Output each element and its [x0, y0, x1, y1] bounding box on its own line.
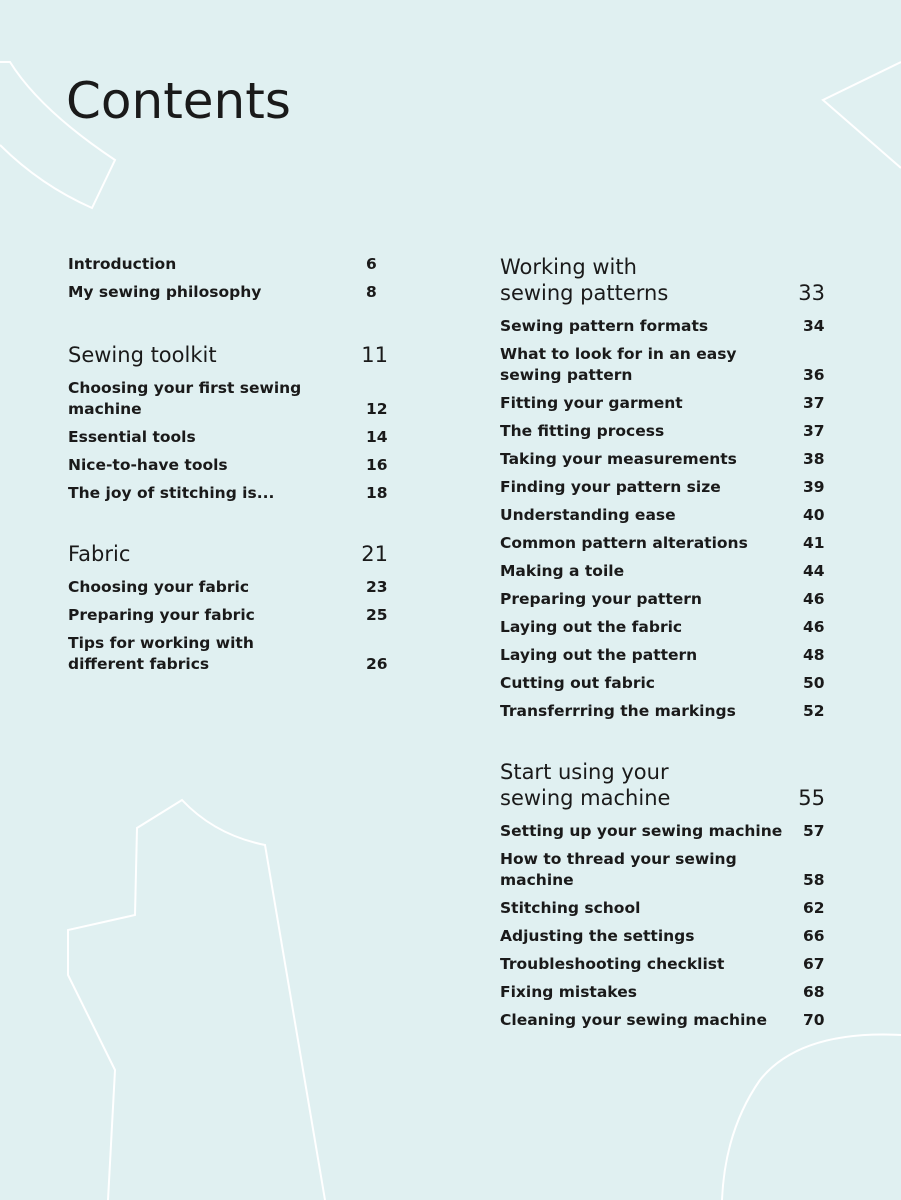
- toc-entry[interactable]: [500, 845, 825, 894]
- toc-entry[interactable]: [68, 278, 388, 306]
- toc-entry-page: 52: [803, 702, 825, 720]
- toc-entry[interactable]: [500, 1006, 825, 1034]
- toc-right-column: [500, 254, 825, 1068]
- section-heading-label: Fabric: [68, 542, 131, 566]
- top-right-pattern-shape: [823, 62, 901, 168]
- toc-entry-label: Cutting out fabric: [500, 674, 655, 692]
- toc-entry[interactable]: [500, 585, 825, 613]
- toc-entry-page: 14: [366, 428, 388, 446]
- toc-section-sewing-machine: [500, 759, 825, 1034]
- toc-entry-label: Cleaning your sewing machine: [500, 1011, 767, 1029]
- toc-entry[interactable]: [500, 950, 825, 978]
- section-heading[interactable]: [500, 759, 825, 811]
- toc-entry[interactable]: [500, 697, 825, 725]
- section-heading[interactable]: [68, 541, 388, 567]
- section-heading-label: Start using your sewing machine: [500, 760, 671, 810]
- section-heading-page: 11: [361, 343, 388, 367]
- toc-entry-label: Fixing mistakes: [500, 983, 637, 1001]
- toc-entry-page: 70: [803, 1011, 825, 1029]
- toc-entry-page: 39: [803, 478, 825, 496]
- toc-entry-page: 18: [366, 484, 388, 502]
- intro-entries: [68, 250, 388, 306]
- toc-entry[interactable]: [68, 479, 388, 507]
- toc-entry-page: 37: [803, 394, 825, 412]
- toc-entry-label: Preparing your pattern: [500, 590, 702, 608]
- toc-entry[interactable]: [500, 445, 825, 473]
- toc-section-sewing-toolkit: [68, 342, 388, 507]
- toc-entry-page: 62: [803, 899, 825, 917]
- toc-entry-label: The joy of stitching is...: [68, 484, 275, 502]
- toc-entry[interactable]: [500, 389, 825, 417]
- section-heading-label: Sewing toolkit: [68, 343, 217, 367]
- toc-entry-label: Taking your measurements: [500, 450, 737, 468]
- toc-left-column: [68, 250, 388, 712]
- toc-entry-page: 46: [803, 590, 825, 608]
- toc-entry-page: 66: [803, 927, 825, 945]
- toc-entry-page: 46: [803, 618, 825, 636]
- toc-entry-label: Finding your pattern size: [500, 478, 721, 496]
- toc-entry[interactable]: [500, 978, 825, 1006]
- toc-entry-label: Common pattern alterations: [500, 534, 748, 552]
- toc-section-sewing-patterns: [500, 254, 825, 725]
- toc-entry[interactable]: [68, 451, 388, 479]
- toc-section-fabric: [68, 541, 388, 678]
- toc-entry-page: 58: [803, 871, 825, 889]
- toc-entry-page: 25: [366, 606, 388, 624]
- toc-entry-label: The fitting process: [500, 422, 665, 440]
- toc-entry-label: Fitting your garment: [500, 394, 683, 412]
- toc-entry-page: 12: [366, 400, 388, 418]
- section-heading[interactable]: [68, 342, 388, 368]
- toc-entry[interactable]: [500, 613, 825, 641]
- toc-entry-label: Troubleshooting checklist: [500, 955, 725, 973]
- toc-entry[interactable]: [500, 473, 825, 501]
- toc-entry-page: 41: [803, 534, 825, 552]
- toc-entry-label: Preparing your fabric: [68, 606, 255, 624]
- toc-entry-label: Laying out the pattern: [500, 646, 698, 664]
- toc-entry-page: 38: [803, 450, 825, 468]
- section-heading-page: 55: [798, 786, 825, 810]
- toc-entry-page: 37: [803, 422, 825, 440]
- toc-entry-page: 26: [366, 655, 388, 673]
- toc-entry-label: Choosing your fabric: [68, 578, 250, 596]
- toc-entry[interactable]: [500, 557, 825, 585]
- toc-entry[interactable]: [500, 817, 825, 845]
- page-title: Contents: [66, 72, 291, 130]
- toc-entry-label: Setting up your sewing machine: [500, 822, 783, 840]
- toc-entry-label: Tips for working with different fabrics: [68, 634, 254, 673]
- toc-entry-label: What to look for in an easy sewing pattern: [500, 345, 737, 384]
- toc-entry-label: My sewing philosophy: [68, 283, 262, 301]
- toc-entry[interactable]: [500, 417, 825, 445]
- toc-entry[interactable]: [500, 641, 825, 669]
- toc-entry-label: Nice-to-have tools: [68, 456, 228, 474]
- toc-entry-label: Making a toile: [500, 562, 625, 580]
- toc-entry[interactable]: [500, 501, 825, 529]
- toc-entry-page: 6: [366, 255, 377, 273]
- toc-entry[interactable]: [68, 573, 388, 601]
- toc-entry[interactable]: [500, 922, 825, 950]
- toc-entry-label: Laying out the fabric: [500, 618, 683, 636]
- toc-entry-page: 8: [366, 283, 377, 301]
- toc-entry-page: 16: [366, 456, 388, 474]
- toc-entry-page: 67: [803, 955, 825, 973]
- toc-entry-label: Understanding ease: [500, 506, 676, 524]
- toc-entry[interactable]: [500, 340, 825, 389]
- toc-entry-page: 23: [366, 578, 388, 596]
- toc-entry-page: 34: [803, 317, 825, 335]
- toc-entry-label: Essential tools: [68, 428, 196, 446]
- toc-entry[interactable]: [68, 601, 388, 629]
- section-heading[interactable]: [500, 254, 825, 306]
- section-heading-page: 33: [798, 281, 825, 305]
- toc-entry-label: Transferrring the markings: [500, 702, 736, 720]
- section-heading-label: Working with sewing patterns: [500, 255, 669, 305]
- toc-entry[interactable]: [500, 669, 825, 697]
- toc-entry-label: Adjusting the settings: [500, 927, 695, 945]
- toc-entry[interactable]: [500, 894, 825, 922]
- toc-entry-label: How to thread your sewing machine: [500, 850, 737, 889]
- toc-entry-page: 50: [803, 674, 825, 692]
- toc-entry-page: 68: [803, 983, 825, 1001]
- toc-entry[interactable]: [68, 423, 388, 451]
- toc-entry-page: 40: [803, 506, 825, 524]
- toc-entry-label: Introduction: [68, 255, 177, 273]
- toc-entry[interactable]: [500, 312, 825, 340]
- section-heading-page: 21: [361, 542, 388, 566]
- toc-entry-label: Choosing your first sewing machine: [68, 379, 302, 418]
- toc-entry[interactable]: [500, 529, 825, 557]
- toc-entry-page: 57: [803, 822, 825, 840]
- toc-entry[interactable]: [68, 250, 388, 278]
- toc-entry-page: 36: [803, 366, 825, 384]
- toc-entry-label: Stitching school: [500, 899, 641, 917]
- bodice-pattern-shape: [68, 800, 325, 1200]
- toc-entry-label: Sewing pattern formats: [500, 317, 709, 335]
- toc-entry-page: 44: [803, 562, 825, 580]
- toc-entry-page: 48: [803, 646, 825, 664]
- toc-entry[interactable]: [68, 374, 388, 423]
- toc-entry[interactable]: [68, 629, 388, 678]
